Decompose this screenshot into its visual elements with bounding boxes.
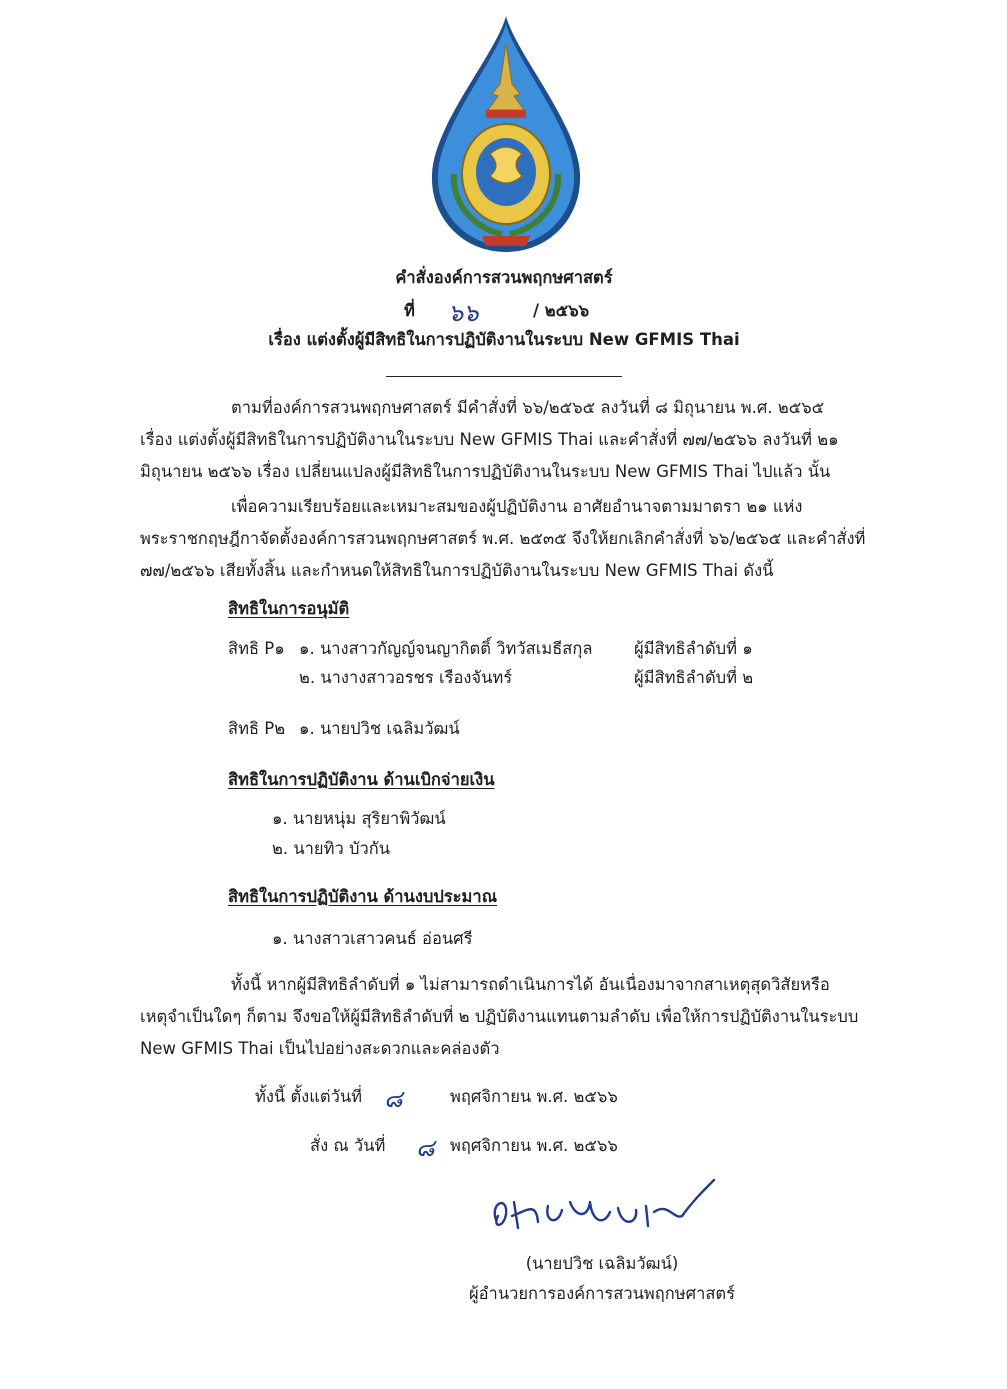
organization-logo [424, 14, 588, 258]
approval-p1-name-1: ๑. นางสาวกัญญ์จนญากิตติ์ วิทวัสเมธีสกุล [299, 639, 593, 658]
budget-heading: สิทธิในการปฏิบัติงาน ด้านงบประมาณ [228, 887, 497, 906]
paragraph-2-line-3: ๗๗/๒๕๖๖ เสียทั้งสิ้น และกำหนดให้สิทธิในการปฏิบัติงานในระบบ New GFMIS Thai ดังนี้ [140, 561, 774, 580]
ordered-date-day: ๘ [416, 1134, 435, 1162]
approval-p2-name-1: ๑. นายปวิช เฉลิมวัฒน์ [299, 719, 460, 738]
order-number-suffix: / ๒๕๖๖ [533, 301, 590, 320]
title-divider [386, 376, 622, 377]
paragraph-3-line-3: New GFMIS Thai เป็นไปอย่างสะดวกและคล่องตัว [140, 1039, 500, 1058]
budget-item-1: ๑. นางสาวเสาวคนธ์ อ่อนศรี [272, 929, 473, 948]
handwritten-signature [478, 1172, 738, 1242]
effective-date-prefix: ทั้งนี้ ตั้งแต่วันที่ [255, 1087, 363, 1106]
document-title: คำสั่งองค์การสวนพฤกษศาสตร์ [395, 268, 613, 287]
ordered-date-suffix: พฤศจิกายน พ.ศ. ๒๕๖๖ [450, 1136, 618, 1155]
approval-heading: สิทธิในการอนุมัติ [228, 599, 350, 618]
approval-p2-label: สิทธิ P๒ [228, 719, 286, 738]
disbursement-item-1: ๑. นายหนุ่ม สุริยาพิวัฒน์ [272, 809, 446, 828]
disbursement-item-2: ๒. นายทิว บัวกัน [272, 839, 390, 858]
disbursement-heading: สิทธิในการปฏิบัติงาน ด้านเบิกจ่ายเงิน [228, 770, 495, 789]
effective-date-suffix: พฤศจิกายน พ.ศ. ๒๕๖๖ [450, 1087, 618, 1106]
paragraph-3-line-1: ทั้งนี้ หากผู้มีสิทธิลำดับที่ ๑ ไม่สามารถดำเนินการได้ อันเนื่องมาจากสาเหตุสุดวิสัยหรือ [231, 975, 830, 994]
order-subject: เรื่อง แต่งตั้งผู้มีสิทธิในการปฏิบัติงานในระบบ New GFMIS Thai [268, 330, 740, 349]
logo-crown-band [486, 110, 526, 118]
ordered-date-prefix: สั่ง ณ วันที่ [310, 1136, 386, 1155]
signatory-position: ผู้อำนวยการองค์การสวนพฤกษศาสตร์ [468, 1284, 736, 1303]
paragraph-2-line-2: พระราชกฤษฎีกาจัดตั้งองค์การสวนพฤกษศาสตร์ พ.ศ. ๒๕๓๕ จึงให้ยกเลิกคำสั่งที่ ๖๖/๒๕๖๕ และคำสั่งที่ [140, 529, 866, 548]
approval-p1-rank-1: ผู้มีสิทธิลำดับที่ ๑ [634, 639, 753, 658]
logo-ribbon [482, 236, 530, 246]
approval-p1-label: สิทธิ P๑ [228, 639, 285, 658]
approval-p1-rank-2: ผู้มีสิทธิลำดับที่ ๒ [634, 668, 754, 687]
paragraph-1-line-1: ตามที่องค์การสวนพฤกษศาสตร์ มีคำสั่งที่ ๖๖/๒๕๖๕ ลงวันที่ ๘ มิถุนายน พ.ศ. ๒๕๖๕ [231, 398, 825, 417]
order-number-handwritten: ๖๖ [448, 299, 479, 327]
paragraph-3-line-2: เหตุจำเป็นใดๆ ก็ตาม จึงขอให้ผู้มีสิทธิลำดับที่ ๒ ปฏิบัติงานแทนตามลำดับ เพื่อให้การปฏิบัติงานในระบบ [140, 1007, 859, 1026]
paragraph-1-line-3: มิถุนายน ๒๕๖๖ เรื่อง เปลี่ยนแปลงผู้มีสิทธิในการปฏิบัติงานในระบบ New GFMIS Thai ไปแล้ว นั้น [140, 462, 831, 481]
effective-date-day: ๘ [384, 1085, 403, 1113]
signatory-name: (นายปวิช เฉลิมวัฒน์) [525, 1254, 679, 1273]
paragraph-1-line-2: เรื่อง แต่งตั้งผู้มีสิทธิในการปฏิบัติงานในระบบ New GFMIS Thai และคำสั่งที่ ๗๗/๒๕๖๖ ลงวันที่ ๒๑ [140, 430, 839, 449]
approval-p1-name-2: ๒. นางางสาวอรชร เรืองจันทร์ [299, 668, 513, 687]
paragraph-2-line-1: เพื่อความเรียบร้อยและเหมาะสมของผู้ปฏิบัติงาน อาศัยอำนาจตามมาตรา ๒๑ แห่ง [231, 497, 803, 516]
order-number-prefix: ที่ [404, 301, 415, 320]
